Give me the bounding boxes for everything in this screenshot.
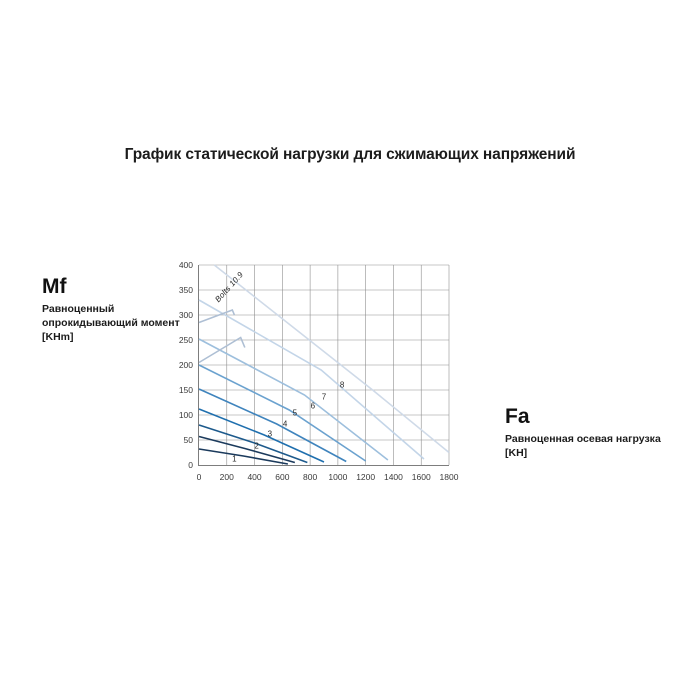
y-tick-label: 150 (178, 385, 193, 395)
y-tick-label: 200 (178, 360, 193, 370)
x-axis-caption (505, 406, 680, 461)
x-axis-symbol: Fa (505, 405, 530, 428)
x-axis-description: Равноценная осевая нагрузка [KH] (505, 433, 661, 459)
x-tick-label: 600 (275, 472, 290, 482)
x-tick-label: 200 (219, 472, 234, 482)
y-tick-label: 350 (178, 285, 193, 295)
y-axis-caption (42, 276, 187, 345)
series-bolts-line-b (199, 310, 234, 323)
x-tick-label: 800 (303, 472, 318, 482)
series-7 (199, 339, 388, 460)
chart-plot-area (178, 260, 459, 482)
y-tick-label: 250 (178, 335, 193, 345)
x-tick-label: 0 (196, 472, 202, 482)
curve-label-2: 2 (254, 441, 259, 451)
x-tick-label: 1400 (383, 472, 403, 482)
curve-label-1: 1 (232, 454, 237, 464)
curve-label-5: 5 (292, 408, 298, 417)
x-tick-label: 1600 (411, 472, 431, 482)
y-axis-description: Равноценный опрокидывающий момент [KHm] (42, 303, 180, 343)
y-tick-label: 300 (178, 310, 193, 320)
series-6 (199, 365, 366, 461)
curve-label-3: 3 (267, 429, 273, 438)
curve-label-6: 6 (310, 401, 316, 411)
y-tick-label: 400 (178, 260, 193, 270)
page-title: График статической нагрузки для сжимающих напряжений (124, 146, 576, 163)
series-bolts-line-a (214, 265, 449, 453)
x-tick-label: 1800 (439, 472, 459, 482)
y-tick-label: 100 (178, 410, 193, 420)
x-tick-label: 400 (247, 472, 262, 482)
y-tick-label: 50 (183, 435, 193, 445)
series-bolts-line-c (199, 338, 245, 363)
bolts-annotation: Bolts 10.9 (213, 270, 245, 304)
chart-series (199, 265, 449, 465)
curve-label-4: 4 (282, 419, 288, 428)
y-tick-label: 0 (188, 460, 193, 470)
y-axis-symbol: Mf (42, 275, 67, 298)
curve-label-7: 7 (321, 392, 327, 401)
x-tick-label: 1200 (356, 472, 376, 482)
curve-label-8: 8 (339, 380, 345, 390)
x-tick-label: 1000 (328, 472, 348, 482)
